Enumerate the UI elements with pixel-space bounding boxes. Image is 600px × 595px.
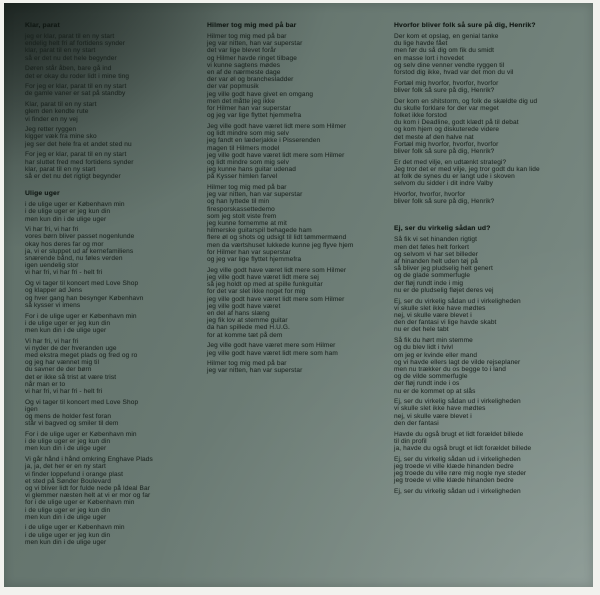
stanza	[25, 126, 200, 148]
lyric-line: Jeg ville godt have været lidt mere som Hilmer	[207, 266, 347, 274]
lyric-line: men det føles helt forkert	[394, 243, 470, 251]
stanza	[394, 398, 594, 427]
lyric-line: i de ulige uger er jeg kun din	[25, 438, 111, 446]
stanza	[394, 298, 594, 334]
lyric-line: og du blev lidt i tvivl	[394, 344, 454, 352]
lyric-line: og jeg var lige flyttet hjemmefra	[207, 112, 302, 120]
lyric-line: og klapper ad Jens	[25, 287, 83, 295]
lyric-line: at folk de synes du er langt ude i skoven	[394, 173, 515, 181]
lyric-line: magen til Hilmers model	[207, 144, 280, 152]
lyric-line: og mens de holder fest foran	[25, 413, 112, 421]
lyric-line: jeg fandt en læderjakke i Pisserenden	[207, 137, 321, 145]
lyric-line: og vi bliver lidt for fulde nede på Ideal Bar	[25, 484, 150, 492]
lyric-line: for Hilmer han var superstar	[207, 248, 291, 256]
stanza	[25, 101, 200, 123]
lyric-line: vi har fri, vi har fri - helt fri	[25, 269, 103, 277]
lyric-line: Hilmer tog mig med på bar	[207, 33, 287, 40]
lyric-line: Og vi tager til koncert med Love Shop	[25, 398, 139, 406]
lyric-line: Ej, ser du virkelig sådan ud i virkeligheden	[394, 297, 521, 305]
lyric-line: for det var slet ikke noget for mig	[207, 288, 306, 296]
lyric-line: jeg troede vi ville klæde hinanden bedre	[394, 477, 514, 485]
lyric-line: jeg var nitten, han var superstar	[207, 191, 303, 199]
lyric-line: og de vilde sommerfugle	[394, 373, 468, 381]
stanza	[394, 456, 594, 485]
lyric-line: du skulle forklare for der var meget	[394, 104, 499, 112]
lyric-line: for Hilmer han var superstar	[207, 105, 291, 113]
stanza	[207, 184, 392, 263]
stanza	[207, 267, 392, 339]
stanza	[394, 80, 594, 94]
lyric-line: Er det med vilje, en udtænkt strategi?	[394, 158, 507, 166]
lyric-line: nej, vi skulle være blevet i	[394, 312, 472, 319]
stanza	[25, 83, 200, 97]
lyric-line: nej, vi skulle være blevet i	[394, 412, 472, 420]
lyric-line: med ekstra meget plads og fred og ro	[25, 352, 138, 360]
lyric-line: klar, parat til en ny start	[25, 47, 96, 55]
lyric-line: der var popmusik	[207, 83, 259, 91]
lyric-line: jeg var nitten, han var superstar	[207, 40, 303, 48]
lyric-line: den der fantasi	[394, 419, 439, 427]
stanza	[25, 33, 200, 62]
lyric-line: vi skulle slet ikke have mødtes	[394, 405, 486, 413]
lyric-line: når man er to	[25, 380, 66, 388]
lyric-line: så er det nu det hele begynder	[25, 54, 117, 62]
lyric-line: nu er de kommet op at slås	[394, 387, 476, 395]
lyric-line: Klar, parat til en ny start	[25, 101, 97, 109]
lyric-line: og vi havde ellers lagt de vilde rejseplaner	[394, 358, 521, 366]
lyric-line: glem den kendte rute	[25, 108, 89, 116]
lyric-line: vores børn bliver passet nogenlunde	[25, 233, 135, 241]
stanza	[25, 399, 200, 428]
stanza	[394, 191, 594, 205]
stanza	[394, 98, 594, 156]
lyric-line: Vi har fri, vi har fri	[25, 337, 79, 345]
lyric-line: klar, parat til en ny start	[25, 165, 96, 173]
lyric-line: men kun din i de ulige uger	[25, 215, 107, 223]
lyric-line: på Kysser himlen farvel	[207, 173, 278, 181]
lyric-line: jeg troede du ville røre mig nogle nye steder	[394, 470, 527, 478]
lyric-line: ja, ja, det her er en ny start	[25, 463, 106, 471]
lyric-line: men kun din i de ulige uger	[25, 445, 107, 453]
lyric-line: Så fik vi set hinanden rigtigt	[394, 236, 478, 244]
lyric-line: der var øl og branchesladder	[207, 76, 294, 84]
lyric-line: det var lige blevet forår	[207, 47, 277, 55]
lyric-line: For jeg er klar, parat til en ny start	[25, 151, 127, 159]
lyric-line: jeg er klar, parat til en ny start	[25, 33, 115, 40]
lyric-line: Og vi tager til koncert med Love Shop	[25, 280, 139, 288]
lyric-line: nu er de pludselig fløjet deres vej	[394, 286, 494, 294]
song-title: Ulige uger	[25, 190, 60, 198]
stanza	[25, 524, 200, 546]
stanza	[207, 123, 392, 181]
lyric-line: et sted på Sønder Boulevard	[25, 477, 111, 485]
stanza	[394, 431, 594, 453]
lyric-line: Der kom en shitstorm, og folk de skældte dig ud	[394, 97, 538, 105]
stanza	[25, 313, 200, 335]
lyric-line: det meste af den halve nat	[394, 133, 474, 141]
song-title: Hvorfor bliver folk så sure på dig, Henrik?	[394, 22, 536, 29]
lyric-line: og jeg har vænnet mig til	[25, 359, 100, 367]
stanza	[207, 33, 392, 119]
lyric-line: Fortæl mig hvorfor, hvorfor, hvorfor	[394, 79, 499, 87]
lyric-line: og kom hjem og diskuterede videre	[394, 126, 500, 134]
lyric-line: hilmerske guitarspil behagede ham	[207, 227, 312, 235]
song-block	[25, 190, 200, 546]
lyric-line: jeg ville godt have været lidt mere som ham	[207, 349, 338, 357]
stanza	[394, 337, 594, 395]
lyric-line: Så fik du hørt min stemme	[394, 337, 473, 345]
stanza	[207, 360, 392, 374]
stanza	[25, 65, 200, 79]
lyric-line: Ej, ser du virkelig sådan ud i virkeligheden	[394, 487, 521, 495]
lyric-line: Ej, ser du virkelig sådan ud i virkeligheden	[394, 398, 521, 406]
lyric-line: men kun din i de ulige uger	[25, 538, 107, 546]
lyric-line: så er det nu det rigtigt begynder	[25, 172, 121, 180]
lyrics-column-3	[394, 22, 594, 499]
lyric-line: vi har fri, vi har fri - helt fri	[25, 388, 103, 396]
lyric-line: der fløj rundt inde i mig	[394, 279, 464, 287]
lyric-line: da han spillede med H.U.G.	[207, 324, 290, 332]
lyric-line: i de ulige uger er København min	[25, 201, 125, 209]
lyric-line: i de ulige uger er jeg kun din	[25, 319, 111, 327]
lyric-line: selvom du sidder i dit indre Valby	[394, 180, 493, 188]
lyric-line: så jeg holdt op med at spille funkguitar	[207, 281, 323, 289]
lyric-line: men da værtshuset lukkede kunne jeg flyve hjem	[207, 241, 354, 249]
lyric-line: men det måtte jeg ikke	[207, 97, 276, 105]
lyric-line: firesporskassettedemo	[207, 205, 275, 213]
lyric-line: jeg ville godt have været lidt mere som Hilmer	[207, 295, 345, 303]
lyric-line: jeg fik lov at stemme guitar	[207, 317, 288, 325]
lyric-line: forstod dig ikke, hvad var det mon du vil	[394, 69, 514, 77]
lyric-line: flere øl og shots og udsigt til lidt tømmermænd	[207, 234, 347, 242]
lyric-line: Vi går hånd i hånd omkring Enghave Plads	[25, 456, 153, 464]
lyric-line: og hver gang han besynger København	[25, 294, 144, 302]
song-title: Hilmer tog mig med på bar	[207, 22, 297, 29]
lyric-line: For jeg er klar, parat til en ny start	[25, 83, 127, 91]
song-block	[394, 225, 594, 495]
lyric-line: bliver folk så sure på dig, Henrik?	[394, 198, 495, 206]
lyric-line: i de ulige uger er København min	[25, 524, 125, 532]
lyric-line: der fløj rundt inde i os	[394, 380, 460, 388]
lyric-line: og selv dine venner vendte ryggen til	[394, 61, 505, 69]
lyric-line: for at komme tæt på dem	[207, 331, 283, 339]
stanza	[25, 226, 200, 276]
lyric-line: i de ulige uger er jeg kun din	[25, 506, 111, 514]
lyric-line: den der fantasi vi lige havde skabt	[394, 319, 497, 327]
lyric-line: om jeg er kvinde eller mand	[394, 351, 478, 359]
lyric-line: og lidt mindre som mig selv	[207, 130, 289, 138]
lyric-line: det er okay du roder lidt i mine ting	[25, 72, 130, 80]
lyric-line: de gamle vaner er sat på standby	[25, 90, 126, 98]
lyric-line: Hvorfor, hvorfor, hvorfor	[394, 191, 466, 199]
lyric-line: nu er det hele tabt	[394, 326, 449, 334]
lyric-line: jeg ville godt have været lidt mere sej	[207, 274, 319, 281]
lyric-line: og jeg var lige flyttet hjemmefra	[207, 256, 302, 264]
lyric-line: folket ikke forstod	[394, 112, 447, 120]
lyric-line: ja, havde du også brugt et lidt forældet billede	[394, 444, 532, 452]
lyric-line: af hinanden helt uden tøj på	[394, 258, 478, 266]
lyric-line: en masse lort i hovedet	[394, 54, 464, 62]
lyric-line: Fortæl mig hvorfor, hvorfor, hvorfor	[394, 140, 499, 148]
lyric-line: vi finder loppefund i orange plast	[25, 470, 124, 478]
lyric-line: vi finder en ny vej	[25, 115, 78, 123]
song-title: Ej, ser du virkelig sådan ud?	[394, 225, 491, 233]
lyric-line: og selvom vi har set billeder	[394, 250, 479, 258]
lyric-line: jeg troede vi ville klæde hinanden bedre	[394, 462, 514, 470]
lyric-line: men før du så dig om fik du smidt	[394, 47, 495, 55]
lyric-line: for i de ulige uger er København min	[25, 499, 135, 507]
stanza	[25, 201, 200, 223]
lyric-line: vi skulle slet ikke have mødtes	[394, 304, 486, 312]
lyric-line: så kysser vi imens	[25, 301, 81, 309]
lyric-line: jeg kunne fornemme at mit	[207, 220, 287, 228]
lyric-line: men kun din i de ulige uger	[25, 326, 107, 334]
lyric-line: snærende bånd, nu føles verden	[25, 255, 123, 263]
lyric-line: endelig helt fri af fortidens synder	[25, 40, 126, 48]
lyric-line: vi kunne sagtens mødes	[207, 61, 281, 69]
lyric-line: og han lyttede til min	[207, 198, 270, 206]
lyric-line: jeg var nitten, han var superstar	[207, 367, 303, 375]
lyric-line: igen	[25, 405, 38, 413]
stanza	[25, 151, 200, 180]
lyric-line: For i de ulige uger er København min	[25, 431, 137, 439]
lyric-line: Havde du også brugt et lidt forældet billede	[394, 430, 524, 438]
lyric-line: i de ulige uger er jeg kun din	[25, 531, 111, 539]
lyric-line: og Hilmer havde ringet tilbage	[207, 54, 297, 62]
stanza	[394, 488, 594, 495]
lyric-line: så bliver jeg pludselig helt genert	[394, 265, 493, 273]
lyrics-column-1	[25, 22, 200, 550]
lyric-line: en del af hans slæng	[207, 310, 270, 318]
lyric-line: du lige havde fået	[394, 40, 448, 48]
lyric-line: du savner de der børn	[25, 366, 92, 374]
lyric-line: Hilmer tog mig med på bar	[207, 360, 287, 368]
lyric-line: står vi bagved og smiler til dem	[25, 420, 119, 428]
lyric-line: og lidt mindre som mig selv	[207, 158, 289, 166]
lyric-line: jeg kunne hans guitar udenad	[207, 166, 297, 174]
lyric-line: vi glemmer næsten helt at vi er mor og far	[25, 492, 151, 500]
lyric-line: som jeg stolt viste frem	[207, 212, 277, 220]
lyric-line: Jeg ville godt have været lidt mere som Hilmer	[207, 122, 347, 130]
song-block	[207, 22, 392, 375]
lyric-line: Vi har fri, vi har fri	[25, 226, 79, 234]
lyric-line: ja, vi er sluppet ud af kernefamiliens	[25, 247, 134, 255]
lyrics-column-2	[207, 22, 392, 378]
lyric-line: jeg ville godt have været lidt mere som Hilmer	[207, 151, 345, 159]
stanza	[25, 338, 200, 396]
lyric-line: du kom i Deadline, godt klædt på til debat	[394, 119, 519, 127]
lyric-line: bliver folk så sure på dig, Henrik?	[394, 148, 495, 156]
stanza	[25, 456, 200, 521]
lyric-line: til din profil	[394, 437, 427, 445]
stanza	[25, 431, 200, 453]
lyric-line: jeg ville godt have været	[207, 302, 281, 310]
lyric-line: i de ulige uger er jeg kun din	[25, 208, 111, 216]
lyric-line: Døren står åben, bare gå ind	[25, 65, 112, 73]
lyric-line: har sluttet fred med fortidens synder	[25, 158, 134, 166]
lyric-line: okay hos deres far og mor	[25, 240, 104, 248]
lyric-line: Jeg retter ryggen	[25, 126, 77, 134]
lyric-line: bliver folk så sure på dig, Henrik?	[394, 86, 495, 94]
lyric-line: igen uendelig stor	[25, 262, 79, 270]
stanza	[207, 342, 392, 356]
lyric-line: Jeg tror det er med vilje, jeg tror godt du kan lide	[394, 165, 540, 173]
lyric-line: For i de ulige uger er København min	[25, 312, 137, 320]
song-block	[25, 22, 200, 180]
lyric-line: jeg ville godt have givet en omgang	[207, 90, 314, 98]
lyric-line: Ej, ser du virkelig sådan ud i virkeligheden	[394, 455, 521, 463]
stanza	[394, 33, 594, 76]
album-insert	[4, 3, 593, 587]
lyric-line: jeg ser det hele fra et andet sted nu	[25, 140, 132, 148]
lyric-line: men kun din i de ulige uger	[25, 513, 107, 521]
stanza	[394, 236, 594, 294]
lyric-line: Jeg ville godt have været mere som Hilmer	[207, 342, 336, 350]
lyric-line: kigger væk fra mine sko	[25, 133, 97, 141]
stanza	[394, 159, 594, 188]
lyric-line: Der kom et opslag, en genial tanke	[394, 33, 499, 40]
lyric-line: en af de nærmeste dage	[207, 69, 281, 77]
song-title: Klar, parat	[25, 22, 60, 29]
song-block	[394, 22, 594, 205]
lyric-line: og de glade sommerfugle	[394, 272, 471, 280]
stanza	[25, 280, 200, 309]
lyric-line: Hilmer tog mig med på bar	[207, 184, 287, 192]
lyric-line: men nu trækker du os begge to i land	[394, 365, 506, 373]
lyric-line: vi nyder de der hveranden uge	[25, 344, 117, 352]
lyric-line: det er ikke så trist at være trist	[25, 373, 117, 381]
